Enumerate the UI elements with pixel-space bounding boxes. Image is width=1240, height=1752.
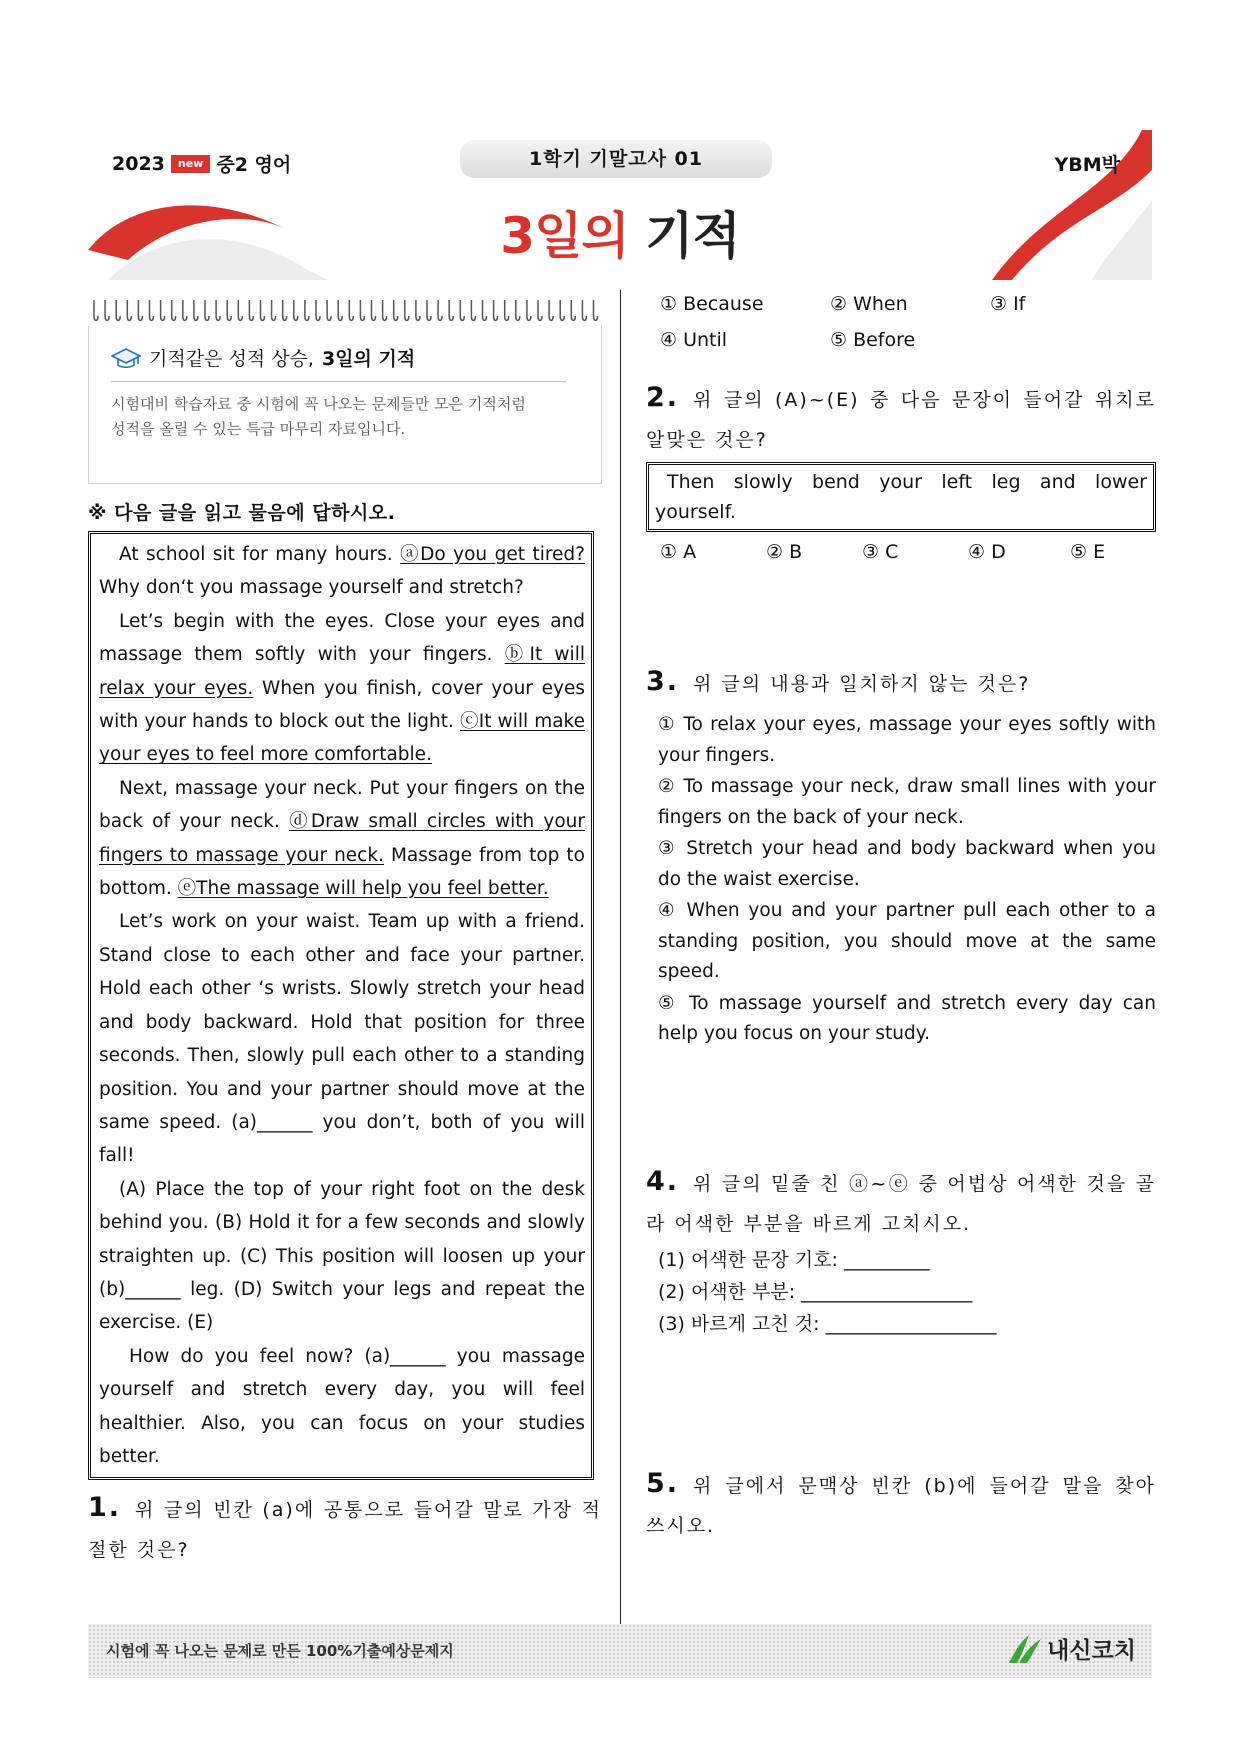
question-2-text bbox=[646, 378, 1156, 460]
option[interactable]: ③ C bbox=[862, 541, 899, 563]
notebook-desc-line1: 시험대비 학습자료 중 시험에 꼭 나오는 문제들만 모은 기적처럼 bbox=[111, 395, 526, 413]
column-divider bbox=[620, 290, 621, 1630]
question-3-stem: 위 글의 내용과 일치하지 않는 것은? bbox=[693, 673, 1031, 695]
question-number: 2. bbox=[646, 382, 680, 413]
inserted-sentence: Then slowly bend your left leg and lower yourself. bbox=[655, 471, 1147, 523]
footer-text: 시험에 꼭 나오는 문제로 만든 100%기출예상문제지 bbox=[106, 1642, 454, 1660]
left-column bbox=[88, 296, 602, 1570]
footer-logo bbox=[1007, 1632, 1136, 1665]
option[interactable]: ① To relax your eyes, massage your eyes softly with your fingers. bbox=[658, 714, 1156, 766]
question-4-stem: 위 글의 밑줄 친 ⓐ~ⓔ 중 어법상 어색한 것을 골라 어색한 부분을 바르게 고치시오. bbox=[646, 1172, 1156, 1235]
question-5-stem: 위 글에서 문맥상 빈칸 (b)에 들어갈 말을 찾아 쓰시오. bbox=[646, 1474, 1156, 1537]
question-5 bbox=[646, 1464, 1156, 1546]
logo-leaf-icon bbox=[1007, 1633, 1043, 1665]
logo-text: 내신코치 bbox=[1047, 1638, 1136, 1664]
page-header bbox=[88, 130, 1152, 280]
option[interactable]: ⑤ Before bbox=[830, 329, 916, 351]
title-black: 기적 bbox=[645, 207, 740, 265]
question-number: 4. bbox=[646, 1165, 680, 1197]
option[interactable]: ② When bbox=[830, 293, 908, 315]
notebook-title-bold: 3일의 기적 bbox=[321, 348, 416, 370]
option[interactable]: ③ If bbox=[990, 293, 1026, 315]
option[interactable]: ② B bbox=[766, 541, 803, 563]
underlined-sentence-d: ⓓDraw small circles with your fingers to massage your neck. bbox=[99, 811, 585, 866]
instruction: ※ 다음 글을 읽고 물음에 답하시오. bbox=[88, 502, 396, 524]
option[interactable]: ④ When you and your partner pull each other to a standing position, you should move at the same speed. bbox=[658, 900, 1156, 982]
question-2-stem: 위 글의 (A)~(E) 중 다음 문장이 들어갈 위치로 알맞은 것은? bbox=[646, 389, 1156, 451]
new-badge: new bbox=[171, 155, 210, 173]
page-footer bbox=[88, 1624, 1152, 1678]
notebook-desc-line2: 성적을 올릴 수 있는 특급 마무리 자료입니다. bbox=[111, 420, 406, 438]
passage-text: At school sit for many hours. bbox=[119, 544, 401, 565]
page-title bbox=[88, 196, 1152, 268]
question-number: 5. bbox=[646, 1467, 680, 1499]
question-5-text bbox=[646, 1464, 1156, 1546]
passage-text: Next, massage your neck. Put your fingers on the back of your neck. bbox=[99, 777, 585, 833]
answer-line-3[interactable]: (3) 바르게 고친 것: __________________ bbox=[658, 1312, 997, 1335]
header-subject-label: 중2 영어 bbox=[216, 154, 292, 176]
question-4 bbox=[646, 1162, 1156, 1340]
question-2 bbox=[646, 378, 1156, 570]
option[interactable]: ⑤ E bbox=[1070, 541, 1106, 563]
question-1-text bbox=[88, 1488, 602, 1570]
question-3-text bbox=[646, 662, 1156, 704]
option[interactable]: ⑤ To massage yourself and stretch every day can help you focus on your study. bbox=[658, 992, 1156, 1044]
notebook-spiral-icon bbox=[88, 296, 602, 326]
option[interactable]: ② To massage your neck, draw small lines with your fingers on the back of your neck. bbox=[658, 776, 1156, 828]
question-number: 3. bbox=[646, 666, 680, 697]
passage-paragraph: Let’s work on your waist. Team up with a friend. Stand close to each other and face your partner. Hold each other ‘s wrists. Slowly stretch your head and body backward. Hold that position for three seconds. Then, slowly pull each other to a standing position. You and your partner should move at the same speed. (a)______ you don’t, both of you will fall! bbox=[99, 911, 585, 1167]
underlined-sentence-b: ⓑIt will relax your eyes. bbox=[99, 644, 585, 699]
inserted-sentence-box bbox=[646, 462, 1156, 532]
option[interactable]: ④ D bbox=[968, 541, 1006, 563]
passage-paragraph bbox=[99, 538, 585, 605]
title-red: 3일의 bbox=[500, 207, 629, 265]
header-year: 2023 bbox=[112, 152, 165, 175]
question-3-options bbox=[646, 710, 1156, 1050]
answer-line-1[interactable]: (1) 어색한 문장 기호: _________ bbox=[658, 1248, 930, 1271]
passage-text: Massage from top to bottom. bbox=[99, 844, 585, 900]
answer-line-2[interactable]: (2) 어색한 부분: __________________ bbox=[658, 1280, 973, 1303]
notebook-title-plain: 기적같은 성적 상승, bbox=[149, 348, 314, 370]
passage-paragraph: How do you feel now? (a)______ you massage yourself and stretch every day, you will feel healthier. Also, you can focus on your studies better. bbox=[99, 1345, 585, 1467]
right-column bbox=[646, 286, 1156, 1546]
passage-text: When you finish, cover your eyes with your hands to block out the light. bbox=[99, 677, 585, 733]
underlined-sentence-c: ⓒIt will make your eyes to feel more comfortable. bbox=[99, 711, 585, 766]
option[interactable]: ④ Until bbox=[660, 329, 728, 351]
underlined-sentence-a: ⓐDo you get tired? bbox=[400, 544, 585, 565]
exam-title: 1학기 기말고사 01 bbox=[460, 140, 772, 178]
option[interactable]: ① Because bbox=[660, 293, 764, 315]
question-1-options bbox=[646, 286, 1156, 358]
passage-paragraph bbox=[99, 605, 585, 772]
header-subject bbox=[112, 150, 291, 177]
notebook-title bbox=[111, 344, 579, 371]
passage-text: Why don‘t you massage yourself and stretch? bbox=[99, 577, 524, 599]
question-1-stem: 위 글의 빈칸 (a)에 공통으로 들어갈 말로 가장 적절한 것은? bbox=[88, 1499, 602, 1562]
question-3 bbox=[646, 662, 1156, 1050]
passage-paragraph bbox=[99, 772, 585, 906]
underlined-sentence-e: ⓔThe massage will help you feel better. bbox=[177, 878, 549, 900]
question-number: 1. bbox=[88, 1492, 122, 1524]
passage-text: Let’s begin with the eyes. Close your eyes and massage them softly with your fingers. bbox=[99, 610, 585, 666]
notebook-divider bbox=[111, 381, 566, 382]
option[interactable]: ① A bbox=[660, 541, 697, 563]
question-1 bbox=[88, 1488, 602, 1570]
question-4-text bbox=[646, 1162, 1156, 1244]
reading-passage bbox=[88, 531, 594, 1480]
publisher: YBM박 bbox=[1054, 154, 1120, 176]
notebook-box bbox=[88, 326, 602, 484]
option[interactable]: ③ Stretch your head and body backward when you do the waist exercise. bbox=[658, 838, 1156, 890]
graduation-cap-icon bbox=[111, 347, 141, 369]
passage-paragraph: (A) Place the top of your right foot on the desk behind you. (B) Hold it for a few seconds and slowly straighten up. (C) This position will loosen up your (b)______ leg. (D) Switch your legs and repeat the exercise. (E) bbox=[99, 1178, 585, 1334]
